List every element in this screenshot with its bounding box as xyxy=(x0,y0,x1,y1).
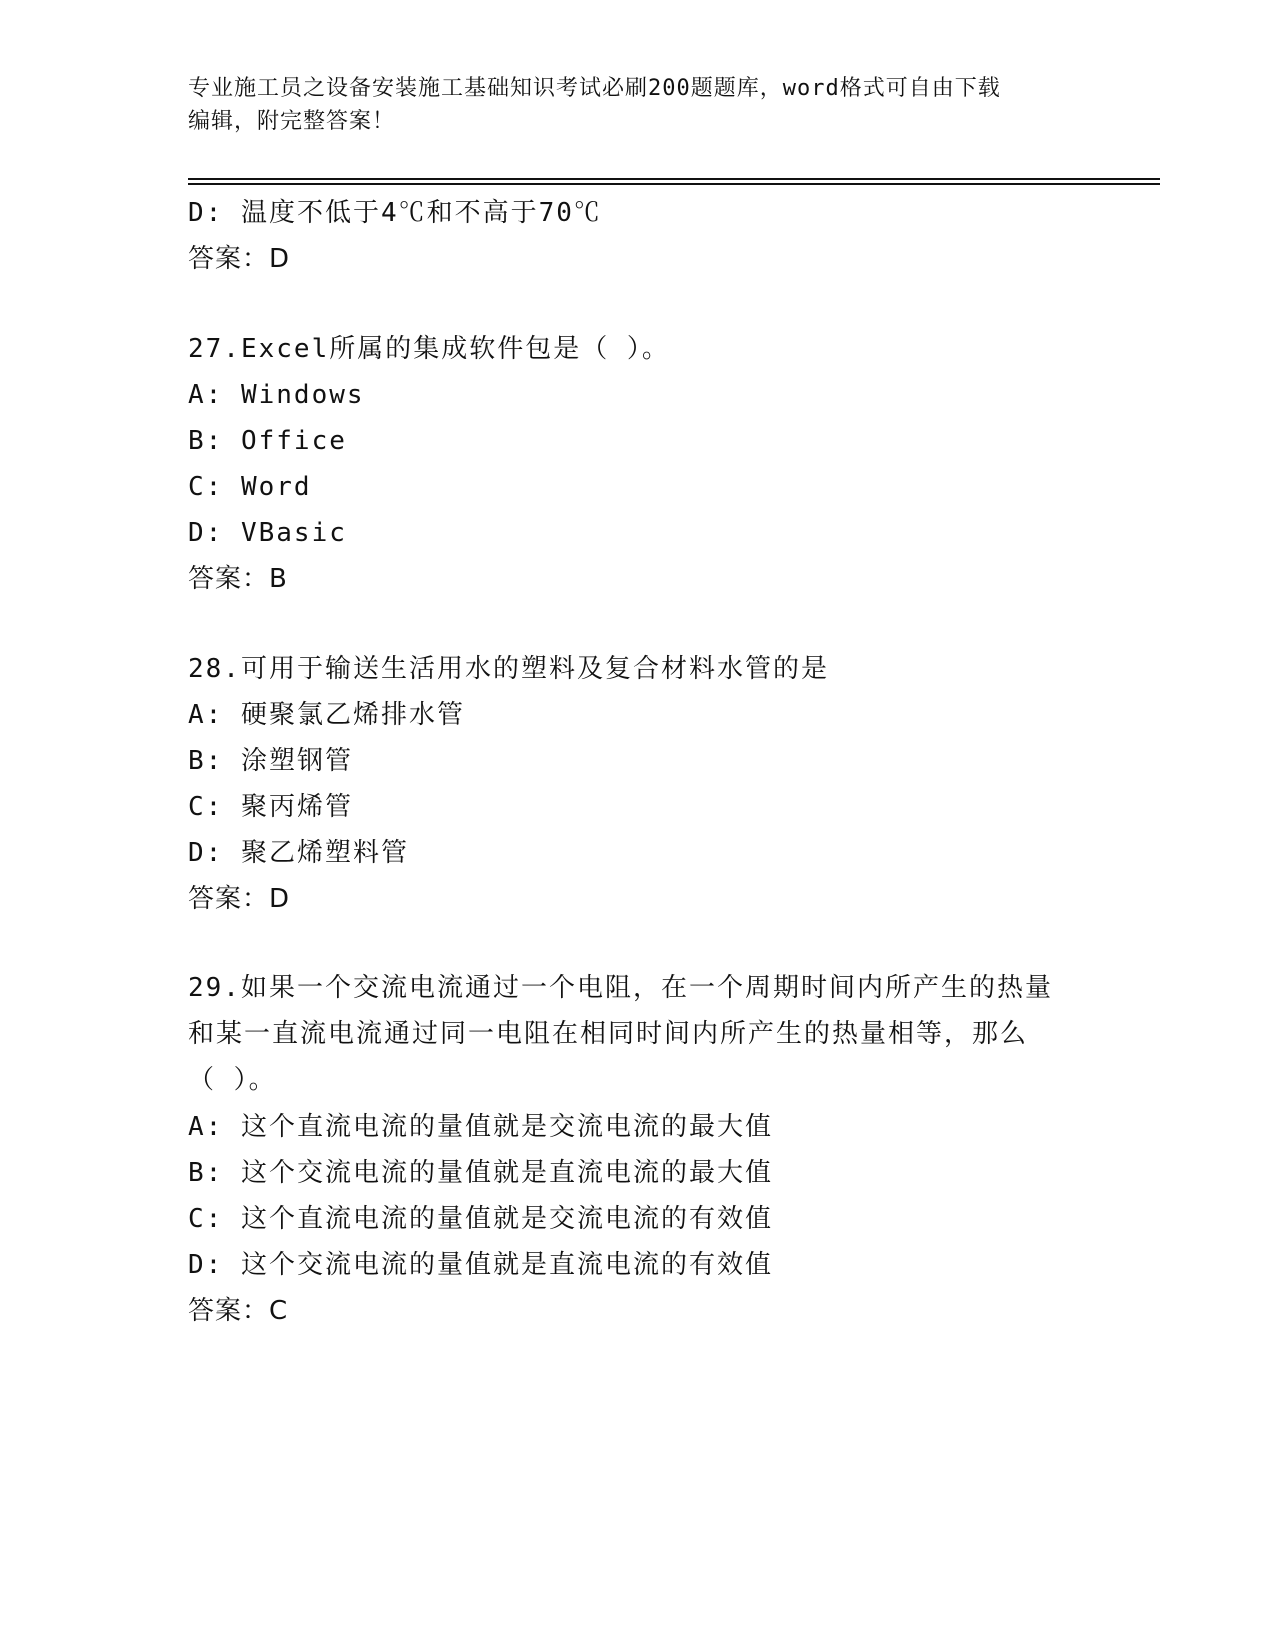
spacer xyxy=(188,602,1108,646)
answer-line: 答案：D xyxy=(188,884,291,914)
answer-line: 答案：C xyxy=(188,1296,289,1326)
option-c: C: 这个直流电流的量值就是交流电流的有效值 xyxy=(188,1204,773,1234)
question-content xyxy=(188,190,1108,1334)
question-29 xyxy=(188,966,1108,1334)
option-d: D: 这个交流电流的量值就是直流电流的有效值 xyxy=(188,1250,773,1280)
option-b: B: 这个交流电流的量值就是直流电流的最大值 xyxy=(188,1158,773,1188)
option-a: A: 硬聚氯乙烯排水管 xyxy=(188,700,465,730)
question-28 xyxy=(188,646,1108,922)
option-d: D: VBasic xyxy=(188,518,347,548)
page-header xyxy=(188,72,1068,138)
header-line-2: 编辑，附完整答案！ xyxy=(188,109,396,134)
option-d: D: 温度不低于4℃和不高于70℃ xyxy=(188,198,602,228)
answer-line: 答案：D xyxy=(188,244,291,274)
spacer xyxy=(188,282,1108,326)
question-stem-line-2: 和某一直流电流通过同一电阻在相同时间内所产生的热量相等，那么 xyxy=(188,1019,1029,1049)
question-27 xyxy=(188,326,1108,602)
option-c: C: Word xyxy=(188,472,312,502)
question-stem-line-3: （ ）。 xyxy=(188,1065,277,1095)
header-divider-top xyxy=(188,178,1160,180)
header-line-1: 专业施工员之设备安装施工基础知识考试必刷200题题库，word格式可自由下载 xyxy=(188,76,1001,101)
question-stem: 28.可用于输送生活用水的塑料及复合材料水管的是 xyxy=(188,654,829,684)
previous-question-tail xyxy=(188,190,1108,282)
option-c: C: 聚丙烯管 xyxy=(188,792,353,822)
option-a: A: 这个直流电流的量值就是交流电流的最大值 xyxy=(188,1112,773,1142)
header-divider-bottom xyxy=(188,183,1160,185)
option-d: D: 聚乙烯塑料管 xyxy=(188,838,409,868)
question-stem-line-1: 29.如果一个交流电流通过一个电阻，在一个周期时间内所产生的热量 xyxy=(188,973,1053,1003)
option-b: B: 涂塑钢管 xyxy=(188,746,353,776)
question-stem: 27.Excel所属的集成软件包是（ ）。 xyxy=(188,334,670,364)
option-b: B: Office xyxy=(188,426,347,456)
spacer xyxy=(188,922,1108,966)
option-a: A: Windows xyxy=(188,380,365,410)
answer-line: 答案：B xyxy=(188,564,288,594)
